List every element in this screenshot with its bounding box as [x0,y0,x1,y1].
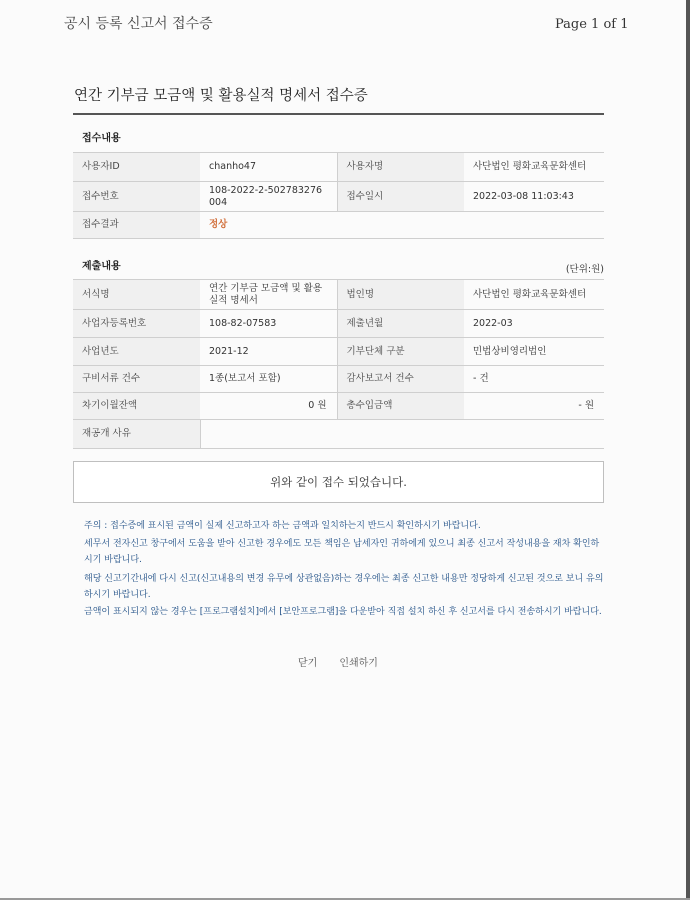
label-donor-type: 기부단체 구분 [337,338,464,366]
value-carryover-balance: 0 원 [200,393,337,420]
value-receipt-number: 108-2022-2-502783276004 [200,182,337,212]
table-row [73,212,604,239]
value-total-income: - 원 [464,393,604,420]
table-row [73,153,604,182]
label-submission-month: 제출년월 [337,310,464,338]
submission-section-title: 제출내용 [82,261,121,272]
value-form-name: 연간 기부금 모금액 및 활용실적 명세서 [200,280,337,310]
label-reopen-reason: 재공개 사유 [73,420,200,449]
label-user-id: 사용자ID [73,153,200,182]
submission-table [73,279,604,449]
completion-notice-box [73,461,604,503]
label-receipt-datetime: 접수일시 [337,182,464,212]
completion-message: 위와 같이 접수 되었습니다. [270,475,407,489]
label-carryover-balance: 차기이월잔액 [73,393,200,420]
receipt-section-title: 접수내용 [82,133,121,144]
value-receipt-datetime: 2022-03-08 11:03:43 [464,182,604,212]
title-divider [73,113,604,115]
table-row [73,366,604,393]
label-attachment-count: 구비서류 건수 [73,366,200,393]
label-form-name: 서식명 [73,280,200,310]
value-submission-month: 2022-03 [464,310,604,338]
caution-note-2: 세무서 전자신고 창구에서 도움을 받아 신고한 경우에도 모든 책임은 납세자인 귀하에게 있으니 최종 신고서 작성내용을 재차 확인하시기 바랍니다. [84,539,600,565]
label-receipt-number: 접수번호 [73,182,200,212]
value-reopen-reason [200,420,604,449]
value-user-name: 사단법인 평화교육문화센터 [464,153,604,182]
label-audit-report-count: 감사보고서 건수 [337,366,464,393]
table-row [73,310,604,338]
document-title: 연간 기부금 모금액 및 활용실적 명세서 접수증 [74,88,368,104]
label-receipt-result: 접수결과 [73,212,200,239]
label-total-income: 총수입금액 [337,393,464,420]
action-buttons [298,654,378,669]
table-row [73,420,604,449]
receipt-table [73,152,604,239]
print-button[interactable]: 인쇄하기 [339,658,378,669]
scan-edge-right [686,0,690,900]
table-row [73,280,604,310]
value-business-year: 2021-12 [200,338,337,366]
unit-label: (단위:원) [565,264,604,275]
value-receipt-result: 정상 [200,212,604,239]
caution-note-3: 해당 신고기간내에 다시 신고(신고내용의 변경 유무에 상관없음)하는 경우에는 최종 신고한 내용만 정당하게 신고된 것으로 보니 유의하시기 바랍니다. [84,574,604,600]
table-row [73,182,604,212]
caution-note-4: 금액이 표시되지 않는 경우는 [프로그램설치]에서 [보안프로그램]을 다운받아 직접 설치 하신 후 신고서를 다시 전송하시기 바랍니다. [84,607,602,617]
label-business-year: 사업년도 [73,338,200,366]
value-business-number: 108-82-07583 [200,310,337,338]
value-audit-report-count: - 건 [464,366,604,393]
window-title: 공시 등록 신고서 접수증 [64,16,213,32]
label-user-name: 사용자명 [337,153,464,182]
label-corporation-name: 법인명 [337,280,464,310]
label-business-number: 사업자등록번호 [73,310,200,338]
table-row [73,393,604,420]
caution-note-1: 주의 : 접수증에 표시된 금액이 실제 신고하고자 하는 금액과 일치하는지 반드시 확인하시기 바랍니다. [84,521,481,531]
close-button[interactable]: 닫기 [298,658,318,669]
value-corporation-name: 사단법인 평화교육문화센터 [464,280,604,310]
value-user-id: chanho47 [200,153,337,182]
value-attachment-count: 1종(보고서 포함) [200,366,337,393]
page-indicator: Page 1 of 1 [555,17,629,32]
table-row [73,338,604,366]
value-donor-type: 민법상비영리법인 [464,338,604,366]
